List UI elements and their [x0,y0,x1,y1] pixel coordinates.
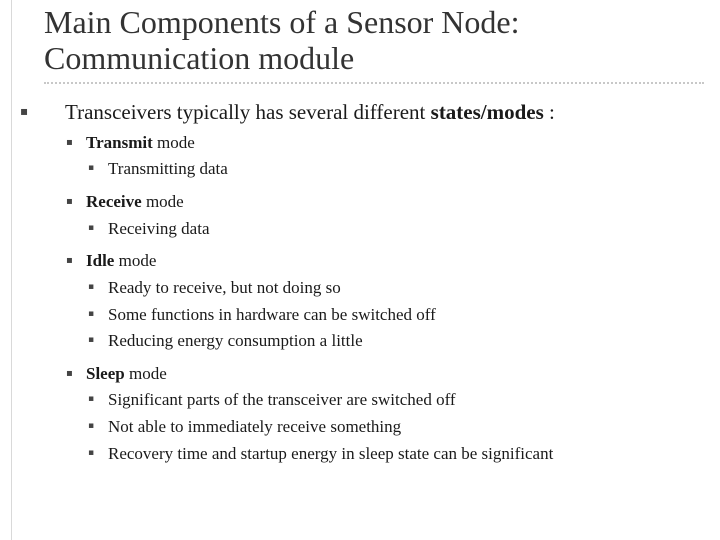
mode-item-receive [86,192,184,212]
mode-item-idle [86,251,156,271]
square-bullet-icon: ▪ [88,421,95,431]
title-line-1: Main Components of a Sensor Node: [44,4,520,40]
mode-detail: Recovery time and startup energy in sleep state can be significant [108,444,554,463]
intro-suffix: : [543,100,555,124]
mode-detail: Some functions in hardware can be switched off [108,305,436,324]
mode-item-transmit [86,133,195,153]
mode-detail: Transmitting data [108,159,228,178]
intro-bullet [65,100,555,125]
mode-suffix: mode [124,364,167,383]
intro-bold-text: states/modes [430,100,544,124]
square-bullet-icon: ▪ [88,223,95,233]
square-bullet-icon: ▪ [66,137,73,148]
mode-detail: Not able to immediately receive something [108,417,402,436]
mode-suffix: mode [141,192,184,211]
mode-name: Transmit [86,133,153,152]
square-bullet-icon: ▪ [66,255,73,266]
mode-name: Sleep [86,364,125,383]
square-bullet-icon: ▪ [88,282,95,292]
intro-text: Transceivers typically has several different [65,100,431,124]
title-line-2: Communication module [44,40,355,76]
square-bullet-icon: ▪ [88,309,95,319]
square-bullet-icon: ▪ [66,368,73,379]
mode-detail: Reducing energy consumption a little [108,331,363,350]
square-bullet-icon: ▪ [66,196,73,207]
mode-name: Receive [86,192,142,211]
mode-suffix: mode [152,133,195,152]
square-bullet-icon: ▪ [88,448,95,458]
mode-detail: Ready to receive, but not doing so [108,278,341,297]
square-bullet-icon: ▪ [88,335,95,345]
square-bullet-icon: ▪ [20,104,29,118]
mode-name: Idle [86,251,115,270]
mode-item-sleep [86,364,167,384]
square-bullet-icon: ▪ [88,163,95,173]
mode-detail: Receiving data [108,219,210,238]
mode-detail: Significant parts of the transceiver are switched off [108,390,456,409]
square-bullet-icon: ▪ [88,394,95,404]
mode-suffix: mode [114,251,157,270]
